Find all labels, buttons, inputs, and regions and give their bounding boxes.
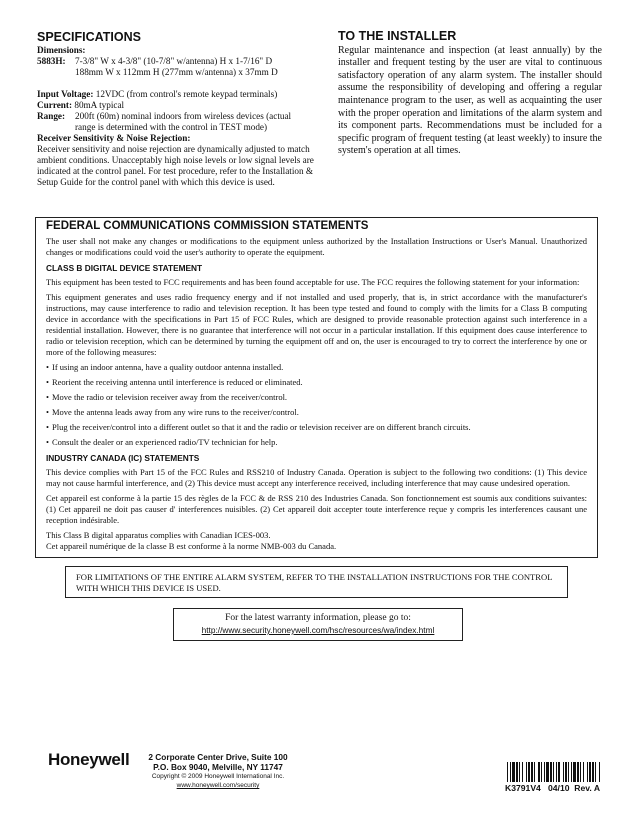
honeywell-logo: Honeywell <box>48 750 130 769</box>
input-voltage-label: Input Voltage: <box>37 89 94 99</box>
list-item: • Reorient the receiving antenna until interference is reduced or eliminated. <box>46 377 587 388</box>
fcc-statements-box <box>35 217 598 558</box>
warranty-box <box>173 608 463 641</box>
address-line-1: 2 Corporate Center Drive, Suite 100 <box>148 752 288 762</box>
class-b-paragraph-1: This equipment has been tested to FCC requirements and has been found acceptable for use. The FCC requires the following statement for your information: <box>46 277 580 287</box>
warranty-link[interactable]: http://www.security.honeywell.com/hsc/resources/wa/index.html <box>201 625 435 635</box>
dimensions-row <box>37 56 332 67</box>
list-item: • Plug the receiver/control into a different outlet so that it and the radio or television receiver are on different branch circuits. <box>46 422 587 433</box>
address-line-2: P.O. Box 9040, Melville, NY 11747 <box>153 762 283 772</box>
fcc-title: FEDERAL COMMUNICATIONS COMMISSION STATEMENTS <box>46 220 369 232</box>
current <box>37 100 332 111</box>
input-voltage <box>37 89 332 100</box>
warranty-text: For the latest warranty information, please go to: <box>225 613 411 623</box>
copyright-text: Copyright © 2009 Honeywell International Inc. <box>151 773 285 780</box>
ic-paragraph-3-line2: Cet appareil numérique de la classe B est conforme à la norme NMB-003 du Canada. <box>46 541 337 551</box>
input-voltage-value: 12VDC (from control's remote keypad terminals) <box>93 89 278 99</box>
installer-title: TO THE INSTALLER <box>338 29 457 43</box>
ic-paragraph-2: Cet appareil est conforme à la partie 15 des règles de la FCC & de RSS 210 des Industries Canada. Son fonctionnement est soumis aux conditions suivantes: (1) Cet appareil ne doit pas causer d' interferences nuisibles. (2) Cet appareil doit accepter toute interference reçue y compris les interferences causant une reception indésirable. <box>46 493 587 525</box>
dimensions-label: Dimensions: <box>37 45 86 55</box>
company-address <box>138 752 298 791</box>
range-row <box>37 111 332 122</box>
class-b-paragraph-2: This equipment generates and uses radio frequency energy and if not installed and used properly, that is, in strict accordance with the manufacturer's instructions, may cause interference to radio and television reception. It has been type tested and found to comply with the limits for a Class B computing device in accordance with the specifications in Part 15 of FCC Rules, which are designed to provide reasonable protection against such interference in a residential installation. However, there is no guarantee that interference will not occur in a particular installation. If this equipment does cause interference to radio or television reception, which can be determined by turning the equipment off and on, the user is encouraged to try to correct the interference by one or more of the following measures: <box>46 292 587 357</box>
dimensions-imperial: 7-3/8" W x 4-3/8" (10-7/8" w/antenna) H x 1-7/16" D <box>75 56 273 66</box>
interference-measures-list <box>46 362 587 448</box>
part-number: K3791V4 04/10 Rev. A <box>505 783 601 793</box>
receiver-text: Receiver sensitivity and noise rejection are dynamically adjusted to match ambient conditions. Unacceptably high noise levels or low signal levels are indicated at the control panel. For test procedure, refer to the Installation & Setup Guide for the control panel with which this device is used. <box>37 144 314 187</box>
range-label: Range: <box>37 111 66 121</box>
specifications-title: SPECIFICATIONS <box>37 30 141 44</box>
current-value: 80mA typical <box>72 100 125 110</box>
specifications-section <box>37 32 332 188</box>
list-item: • Move the radio or television receiver away from the receiver/control. <box>46 392 587 403</box>
ic-paragraph-3-line1: This Class B digital apparatus complies with Canadian ICES-003. <box>46 530 271 540</box>
range-line2: range is determined with the control in TEST mode) <box>75 122 268 132</box>
class-b-title: CLASS B DIGITAL DEVICE STATEMENT <box>46 263 203 273</box>
list-item: • Consult the dealer or an experienced radio/TV technician for help. <box>46 437 587 448</box>
model-label: 5883H: <box>37 56 66 66</box>
current-label: Current: <box>37 100 73 110</box>
dimensions-metric: 188mm W x 112mm H (277mm w/antenna) x 37mm D <box>75 67 278 77</box>
range-line1: 200ft (60m) nominal indoors from wireless devices (actual <box>75 111 292 121</box>
fcc-intro: The user shall not make any changes or modifications to the equipment unless authorized by the Installation Instructions or User's Manual. Unauthorized changes or modifications could void the user's authority to operate the equipment. <box>46 236 587 257</box>
website-link[interactable]: www.honeywell.com/security <box>176 782 260 789</box>
barcode-icon <box>507 762 600 782</box>
ic-paragraph-1: This device complies with Part 15 of the FCC Rules and RSS210 of Industry Canada. Operation is subject to the following two conditions: (1) This device may not cause harmful interference, and (2) This device must accept any interference received, including interference that may cause undesired operation. <box>46 467 587 488</box>
installer-section <box>338 30 602 158</box>
ic-title: INDUSTRY CANADA (IC) STATEMENTS <box>46 453 200 463</box>
installer-text: Regular maintenance and inspection (at least annually) by the installer and frequent testing by the user are vital to continuous satisfactory operation of any alarm system. The installer should assume the responsibility of developing and offering a regular maintenance program to the user, as well as acquainting the user with the proper operation and limitations of the alarm system and its component parts. Recommendations must be included for a specific program of frequent testing (at least weekly) to insure the system's operation at all times. <box>338 44 602 157</box>
list-item: • Move the antenna leads away from any wire runs to the receiver/control. <box>46 407 587 418</box>
list-item: • If using an indoor antenna, have a quality outdoor antenna installed. <box>46 362 587 373</box>
receiver-label: Receiver Sensitivity & Noise Rejection: <box>37 133 191 143</box>
limitations-box: FOR LIMITATIONS OF THE ENTIRE ALARM SYSTEM, REFER TO THE INSTALLATION INSTRUCTIONS FOR THE CONTROL WITH WHICH THIS DEVICE IS USED. <box>65 566 568 598</box>
